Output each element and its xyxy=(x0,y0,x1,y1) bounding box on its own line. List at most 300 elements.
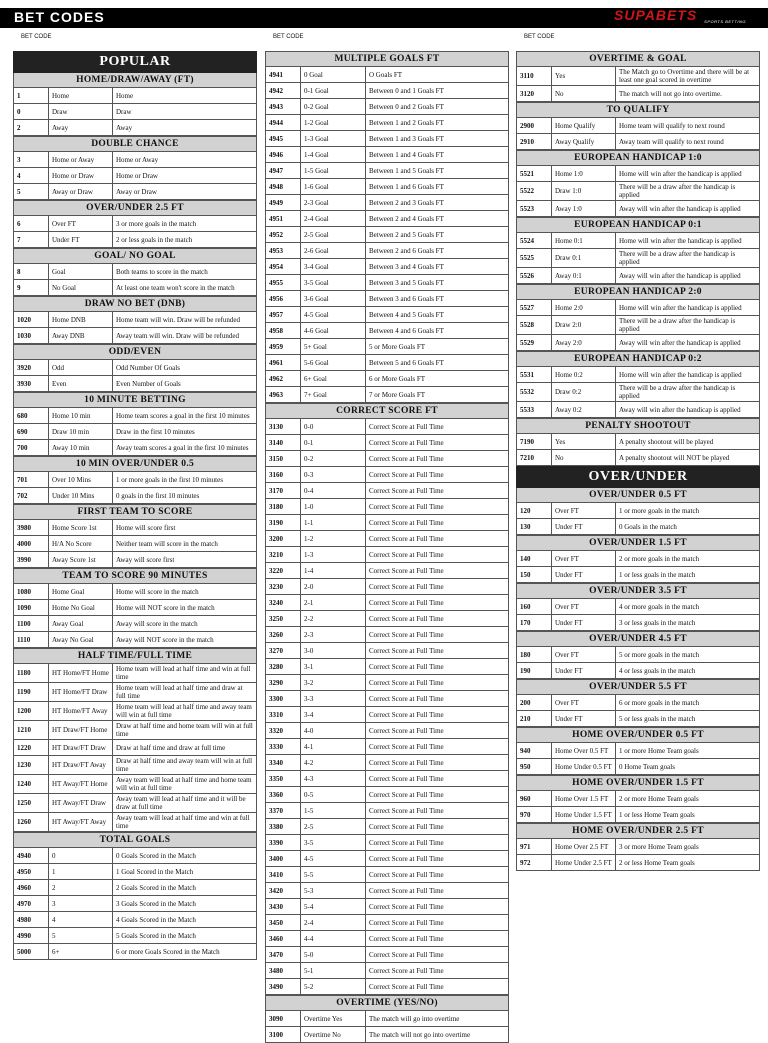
description: 0 Home Team goals xyxy=(616,759,760,775)
bet-code: 1 xyxy=(14,88,49,104)
selection: 2-6 Goal xyxy=(301,243,366,259)
selection: HT Home/FT Away xyxy=(49,702,113,721)
bet-code: 3320 xyxy=(266,723,301,739)
logo-text: SUPABETS xyxy=(614,7,698,23)
bet-code-table xyxy=(13,663,257,832)
table-row xyxy=(266,419,509,435)
table-row xyxy=(14,440,257,456)
category-heading: OVER/UNDER xyxy=(516,466,760,488)
selection: 0-5 xyxy=(301,787,366,803)
selection: Draw 10 min xyxy=(49,424,113,440)
selection: 2-5 Goal xyxy=(301,227,366,243)
table-row xyxy=(266,931,509,947)
description: Home will win after the handicap is applied xyxy=(616,367,760,383)
bet-code: 5525 xyxy=(517,249,552,268)
description: 5 or less goals in the match xyxy=(616,711,760,727)
bet-code: 4990 xyxy=(14,928,49,944)
selection: Home or Away xyxy=(49,152,113,168)
bet-code: 3250 xyxy=(266,611,301,627)
bet-code: 3100 xyxy=(266,1027,301,1043)
section-heading: EUROPEAN HANDICAP 0:2 xyxy=(516,351,760,366)
description: Between 3 and 5 Goals FT xyxy=(366,275,509,291)
bet-code-table xyxy=(13,847,257,960)
description: A penalty shootout will be played xyxy=(616,434,760,450)
section-heading: HOME OVER/UNDER 1.5 FT xyxy=(516,775,760,790)
table-row xyxy=(517,855,760,871)
description: Correct Score at Full Time xyxy=(366,547,509,563)
table-row xyxy=(14,152,257,168)
bet-code: 4946 xyxy=(266,147,301,163)
selection: 2 xyxy=(49,880,113,896)
table-row xyxy=(517,134,760,150)
description: 5 or more goals in the match xyxy=(616,647,760,663)
bet-code: 960 xyxy=(517,791,552,807)
description: Even Number of Goals xyxy=(113,376,257,392)
table-row xyxy=(266,179,509,195)
description: 3 or more goals in the match xyxy=(113,216,257,232)
selection: 5+ Goal xyxy=(301,339,366,355)
selection: Home xyxy=(49,88,113,104)
bet-code: 3420 xyxy=(266,883,301,899)
description: Correct Score at Full Time xyxy=(366,595,509,611)
table-row xyxy=(14,552,257,568)
table-row xyxy=(14,880,257,896)
bet-code: 4951 xyxy=(266,211,301,227)
selection: Away DNB xyxy=(49,328,113,344)
selection: 3-6 Goal xyxy=(301,291,366,307)
bet-code: 3400 xyxy=(266,851,301,867)
description: 1 Goal Scored in the Match xyxy=(113,864,257,880)
selection: Away 0:1 xyxy=(552,268,616,284)
bet-code: 3180 xyxy=(266,499,301,515)
bet-code: 180 xyxy=(517,647,552,663)
table-row xyxy=(14,232,257,248)
table-row xyxy=(14,912,257,928)
table-row xyxy=(266,835,509,851)
table-row xyxy=(14,794,257,813)
description: A penalty shootout will NOT be played xyxy=(616,450,760,466)
description: Away will score first xyxy=(113,552,257,568)
table-row xyxy=(266,723,509,739)
selection: 3-2 xyxy=(301,675,366,691)
table-row xyxy=(14,520,257,536)
bet-code: 130 xyxy=(517,519,552,535)
description: 4 or more goals in the match xyxy=(616,599,760,615)
table-row xyxy=(266,755,509,771)
bet-code: 970 xyxy=(517,807,552,823)
description: Correct Score at Full Time xyxy=(366,915,509,931)
selection: 2-1 xyxy=(301,595,366,611)
table-row xyxy=(517,743,760,759)
bet-code-table xyxy=(516,790,760,823)
bet-code: 1230 xyxy=(14,756,49,775)
table-row xyxy=(266,483,509,499)
selection: 3-5 Goal xyxy=(301,275,366,291)
description: Away team will lead at half time and it will be draw at full time xyxy=(113,794,257,813)
table-row xyxy=(266,771,509,787)
description: Between 3 and 4 Goals FT xyxy=(366,259,509,275)
table-row xyxy=(266,355,509,371)
bet-code: 8 xyxy=(14,264,49,280)
bet-code-table xyxy=(13,407,257,456)
selection: 1-3 xyxy=(301,547,366,563)
description: 6 or More Goals FT xyxy=(366,371,509,387)
selection: 1-2 Goal xyxy=(301,115,366,131)
selection: Under FT xyxy=(552,615,616,631)
bet-code-table xyxy=(516,66,760,102)
description: Away will score in the match xyxy=(113,616,257,632)
table-row xyxy=(266,435,509,451)
bet-code: 3270 xyxy=(266,643,301,659)
table-row xyxy=(14,756,257,775)
selection: Over FT xyxy=(552,551,616,567)
table-row xyxy=(517,316,760,335)
selection: Draw 0:1 xyxy=(552,249,616,268)
selection: 1-3 Goal xyxy=(301,131,366,147)
table-row xyxy=(517,615,760,631)
bet-code: 1210 xyxy=(14,721,49,740)
selection: 0-4 xyxy=(301,483,366,499)
bet-code: 5529 xyxy=(517,335,552,351)
bet-code: 3280 xyxy=(266,659,301,675)
selection: 0-2 xyxy=(301,451,366,467)
bet-code-label: BET CODE xyxy=(21,34,52,40)
bet-code: 5524 xyxy=(517,233,552,249)
section-heading: EUROPEAN HANDICAP 1:0 xyxy=(516,150,760,165)
description: Between 2 and 6 Goals FT xyxy=(366,243,509,259)
description: There will be a draw after the handicap is applied xyxy=(616,316,760,335)
table-row xyxy=(266,163,509,179)
description: Away will win after the handicap is applied xyxy=(616,268,760,284)
bet-code: 3210 xyxy=(266,547,301,563)
description: Between 0 and 2 Goals FT xyxy=(366,99,509,115)
description: Away will win after the handicap is applied xyxy=(616,201,760,217)
section-heading: TO QUALIFY xyxy=(516,102,760,117)
bet-code: 3300 xyxy=(266,691,301,707)
selection: Under FT xyxy=(552,663,616,679)
table-row xyxy=(14,616,257,632)
table-row xyxy=(266,323,509,339)
bet-code: 3130 xyxy=(266,419,301,435)
table-row xyxy=(517,551,760,567)
table-row xyxy=(517,300,760,316)
selection: 0 xyxy=(49,848,113,864)
bet-code: 5531 xyxy=(517,367,552,383)
bet-code-table xyxy=(265,66,509,403)
selection: Away Qualify xyxy=(552,134,616,150)
bet-code: 5532 xyxy=(517,383,552,402)
description: Home team will qualify to next round xyxy=(616,118,760,134)
selection: 4-6 Goal xyxy=(301,323,366,339)
description: Between 1 and 3 Goals FT xyxy=(366,131,509,147)
description: 5 or More Goals FT xyxy=(366,339,509,355)
table-row xyxy=(14,216,257,232)
bet-code-table xyxy=(13,311,257,344)
table-row xyxy=(266,131,509,147)
section-heading: DOUBLE CHANCE xyxy=(13,136,257,151)
bet-code: 700 xyxy=(14,440,49,456)
bet-code: 3920 xyxy=(14,360,49,376)
column-body xyxy=(516,51,760,871)
description: 7 or More Goals FT xyxy=(366,387,509,403)
bet-code: 3350 xyxy=(266,771,301,787)
table-row xyxy=(266,243,509,259)
bet-code-table xyxy=(516,165,760,217)
bet-code: 4970 xyxy=(14,896,49,912)
description: 3 or less goals in the match xyxy=(616,615,760,631)
bet-code: 3 xyxy=(14,152,49,168)
bet-code: 4950 xyxy=(14,864,49,880)
table-row xyxy=(14,120,257,136)
bet-code: 3160 xyxy=(266,467,301,483)
bet-code: 2910 xyxy=(517,134,552,150)
selection: Home 0:1 xyxy=(552,233,616,249)
bet-code: 4948 xyxy=(266,179,301,195)
bet-code: 971 xyxy=(517,839,552,855)
selection: Home DNB xyxy=(49,312,113,328)
table-row xyxy=(266,467,509,483)
selection: Draw xyxy=(49,104,113,120)
table-row xyxy=(14,632,257,648)
section-heading: OVER/UNDER 1.5 FT xyxy=(516,535,760,550)
bet-code-label: BET CODE xyxy=(273,34,304,40)
category-heading: POPULAR xyxy=(13,51,257,73)
description: Correct Score at Full Time xyxy=(366,755,509,771)
description: Between 5 and 6 Goals FT xyxy=(366,355,509,371)
table-row xyxy=(14,775,257,794)
description: Odd Number Of Goals xyxy=(113,360,257,376)
table-row xyxy=(14,928,257,944)
selection: Home Under 0.5 FT xyxy=(552,759,616,775)
description: Correct Score at Full Time xyxy=(366,627,509,643)
description: O Goals FT xyxy=(366,67,509,83)
description: Between 2 and 3 Goals FT xyxy=(366,195,509,211)
table-row xyxy=(14,424,257,440)
description: Correct Score at Full Time xyxy=(366,515,509,531)
selection: HT Away/FT Draw xyxy=(49,794,113,813)
bet-code: 1240 xyxy=(14,775,49,794)
table-row xyxy=(14,312,257,328)
description: Correct Score at Full Time xyxy=(366,707,509,723)
selection: 5 xyxy=(49,928,113,944)
description: Home team will win. Draw will be refunded xyxy=(113,312,257,328)
description: Correct Score at Full Time xyxy=(366,483,509,499)
bet-code: 3200 xyxy=(266,531,301,547)
table-row xyxy=(266,947,509,963)
selection: 4-5 Goal xyxy=(301,307,366,323)
table-row xyxy=(266,883,509,899)
section-heading: HALF TIME/FULL TIME xyxy=(13,648,257,663)
table-row xyxy=(266,291,509,307)
bet-code: 210 xyxy=(517,711,552,727)
bet-code-table xyxy=(516,646,760,679)
table-row xyxy=(517,86,760,102)
description: Between 1 and 5 Goals FT xyxy=(366,163,509,179)
description: 3 or more Home Team goals xyxy=(616,839,760,855)
selection: Over 10 Mins xyxy=(49,472,113,488)
bet-code: 4941 xyxy=(266,67,301,83)
selection: Home 2:0 xyxy=(552,300,616,316)
bet-code: 3450 xyxy=(266,915,301,931)
selection: 1-5 xyxy=(301,803,366,819)
selection: Home Under 1.5 FT xyxy=(552,807,616,823)
selection: Away 2:0 xyxy=(552,335,616,351)
table-row xyxy=(517,695,760,711)
description: Correct Score at Full Time xyxy=(366,835,509,851)
table-row xyxy=(266,691,509,707)
table-row xyxy=(266,211,509,227)
table-row xyxy=(14,408,257,424)
bet-code-table xyxy=(516,550,760,583)
bet-code-table xyxy=(13,519,257,568)
bet-code: 690 xyxy=(14,424,49,440)
selection: 5-4 xyxy=(301,899,366,915)
bet-code: 3340 xyxy=(266,755,301,771)
selection: Away 0:2 xyxy=(552,402,616,418)
selection: 4-4 xyxy=(301,931,366,947)
table-row xyxy=(517,759,760,775)
table-row xyxy=(266,67,509,83)
bet-code: 4 xyxy=(14,168,49,184)
selection: Draw 1:0 xyxy=(552,182,616,201)
bet-code: 702 xyxy=(14,488,49,504)
table-row xyxy=(517,567,760,583)
table-row xyxy=(517,249,760,268)
description: Draw at half time and draw at full time xyxy=(113,740,257,756)
description: Neither team will score in the match xyxy=(113,536,257,552)
bet-code: 5000 xyxy=(14,944,49,960)
bet-code-table xyxy=(516,694,760,727)
description: 0 goals in the first 10 minutes xyxy=(113,488,257,504)
table-row xyxy=(517,67,760,86)
selection: Goal xyxy=(49,264,113,280)
bet-code: 940 xyxy=(517,743,552,759)
bet-code: 3930 xyxy=(14,376,49,392)
table-row xyxy=(266,867,509,883)
bet-code: 5521 xyxy=(517,166,552,182)
bet-code: 4945 xyxy=(266,131,301,147)
description: Away or Draw xyxy=(113,184,257,200)
description: Home or Away xyxy=(113,152,257,168)
bet-code: 5533 xyxy=(517,402,552,418)
description: Correct Score at Full Time xyxy=(366,579,509,595)
table-row xyxy=(14,584,257,600)
description: Correct Score at Full Time xyxy=(366,675,509,691)
table-row xyxy=(517,519,760,535)
table-row xyxy=(517,647,760,663)
table-row xyxy=(517,201,760,217)
description: 1 or more goals in the first 10 minutes xyxy=(113,472,257,488)
table-row xyxy=(266,83,509,99)
selection: 3-5 xyxy=(301,835,366,851)
section-heading: MULTIPLE GOALS FT xyxy=(265,51,509,66)
description: Away will win after the handicap is applied xyxy=(616,402,760,418)
selection: Yes xyxy=(552,434,616,450)
description: Correct Score at Full Time xyxy=(366,531,509,547)
description: Between 0 and 1 Goals FT xyxy=(366,83,509,99)
bet-code-table xyxy=(516,366,760,418)
selection: 2-3 Goal xyxy=(301,195,366,211)
table-row xyxy=(14,168,257,184)
selection: Away 10 min xyxy=(49,440,113,456)
bet-code-table xyxy=(516,117,760,150)
table-row xyxy=(266,643,509,659)
selection: Home Over 1.5 FT xyxy=(552,791,616,807)
bet-code: 3360 xyxy=(266,787,301,803)
bet-code: 7190 xyxy=(517,434,552,450)
selection: 0-2 Goal xyxy=(301,99,366,115)
bet-code: 200 xyxy=(517,695,552,711)
selection: Away or Draw xyxy=(49,184,113,200)
table-row xyxy=(14,88,257,104)
description: The match will go into overtime xyxy=(366,1011,509,1027)
bet-code: 1020 xyxy=(14,312,49,328)
table-row xyxy=(266,739,509,755)
description: Home team will lead at half time and away team will win at full time xyxy=(113,702,257,721)
table-row xyxy=(14,813,257,832)
bet-code-table xyxy=(13,263,257,296)
table-row xyxy=(14,104,257,120)
bet-code: 1200 xyxy=(14,702,49,721)
description: Between 4 and 6 Goals FT xyxy=(366,323,509,339)
description: 6 or more goals in the match xyxy=(616,695,760,711)
selection: Even xyxy=(49,376,113,392)
selection: 4 xyxy=(49,912,113,928)
table-row xyxy=(14,848,257,864)
description: 2 or less Home Team goals xyxy=(616,855,760,871)
selection: 4-5 xyxy=(301,851,366,867)
bet-code: 680 xyxy=(14,408,49,424)
bet-code: 5527 xyxy=(517,300,552,316)
table-row xyxy=(14,864,257,880)
description: Correct Score at Full Time xyxy=(366,947,509,963)
bet-code-table xyxy=(13,87,257,136)
selection: 5-2 xyxy=(301,979,366,995)
table-row xyxy=(266,499,509,515)
selection: 5-0 xyxy=(301,947,366,963)
logo-tagline: SPORTS BETTING xyxy=(704,19,746,24)
bet-code-table xyxy=(265,418,509,995)
table-row xyxy=(517,166,760,182)
table-row xyxy=(266,563,509,579)
bet-code: 4955 xyxy=(266,275,301,291)
description: 1 or more Home Team goals xyxy=(616,743,760,759)
description: Draw at half time and home team will win at full time xyxy=(113,721,257,740)
table-row xyxy=(266,627,509,643)
selection: 0 Goal xyxy=(301,67,366,83)
bet-code: 0 xyxy=(14,104,49,120)
description: Correct Score at Full Time xyxy=(366,435,509,451)
section-heading: EUROPEAN HANDICAP 0:1 xyxy=(516,217,760,232)
selection: 2-3 xyxy=(301,627,366,643)
selection: Home 0:2 xyxy=(552,367,616,383)
bet-code: 3430 xyxy=(266,899,301,915)
table-row xyxy=(266,259,509,275)
description: Between 2 and 4 Goals FT xyxy=(366,211,509,227)
bet-code: 2 xyxy=(14,120,49,136)
description: Home or Draw xyxy=(113,168,257,184)
selection: Draw 0:2 xyxy=(552,383,616,402)
description: Away xyxy=(113,120,257,136)
description: 2 or more Home Team goals xyxy=(616,791,760,807)
bet-code: 5526 xyxy=(517,268,552,284)
bet-code: 3240 xyxy=(266,595,301,611)
selection: HT Home/FT Home xyxy=(49,664,113,683)
table-row xyxy=(266,675,509,691)
bet-code: 140 xyxy=(517,551,552,567)
selection: Home Over 0.5 FT xyxy=(552,743,616,759)
description: 6 or more Goals Scored in the Match xyxy=(113,944,257,960)
